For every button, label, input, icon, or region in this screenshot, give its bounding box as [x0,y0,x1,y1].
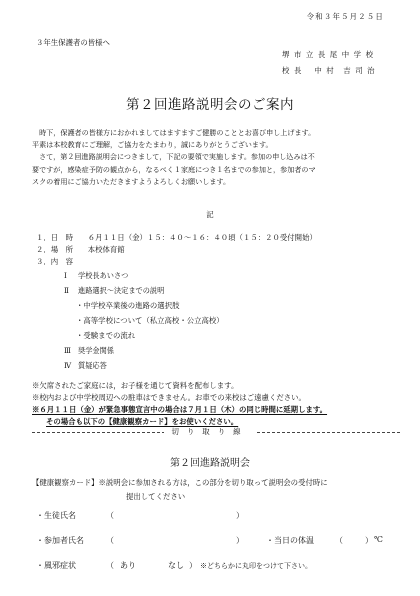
page-title: 第２回進路説明会のご案内 [126,97,294,113]
sub-item: ・高等学校について（私立高校・公立高校） [76,316,224,325]
sub-item: ・中学校卒業後の進路の選択肢 [76,301,180,310]
note-postpone: ※６月１１日（金）が緊急事態宣言中の場合は７月１日（木）の同じ時間に延期します。 [32,405,328,414]
content-item [64,346,114,356]
content-numeral: Ⅰ [64,271,67,280]
detail-content-label: ３．内 容 [36,257,73,266]
temperature-open-paren: （ [335,536,343,545]
cut-line-label [0,427,420,437]
ki-heading: 記 [206,210,214,219]
body-line: スクの着用にご協力いただきますようよろしくお願いします。 [32,176,231,186]
issue-date: 令和３年５月２５日 [306,12,384,21]
note-absence: ※欠席されたご家庭には，お子様を通じて資料を配布します。 [32,381,239,390]
body-line: 時下，保護者の皆様方におかれましてはますますご健勝のこととお喜び申し上げます。 [32,128,316,137]
form-title: 第２回進路説明会 [170,458,250,469]
participant-name-close-paren: ） [236,536,244,545]
detail-date: １．日 時 ６月１１日（金）１５：４０～１６：４０頃（１５：２０受付開始） [36,233,317,242]
note-health-card: その場合も以下の【健康観察カード】をお使いください。 [46,417,239,426]
school-name: 堺 市 立 長 尾 中 学 校 [282,50,375,59]
content-numeral: Ⅲ [64,346,71,355]
content-text: 学校長あいさつ [78,271,129,280]
temperature-label: ・当日の体温 [266,536,314,545]
body-paragraph [32,127,404,188]
content-numeral: Ⅳ [64,361,72,370]
student-name-close-paren: ） [236,511,244,520]
symptom-open-paren: （ [106,561,114,570]
student-name-label: ・生徒氏名 [36,511,76,520]
content-item [64,361,107,371]
body-line: さて，第２回進路説明会につきまして，下記の要領で実施します。参加の申し込みは不 [32,152,315,162]
content-numeral: Ⅱ [64,286,69,295]
cut-line-text: 切り取り線 [164,427,257,436]
sub-item: ・受験までの流れ [76,331,136,340]
content-text: 質疑応答 [78,361,107,370]
body-line: 平素は本校教育にご理解，ご協力をたまわり，誠にありがとうございます。 [32,140,273,150]
form-note: 【健康観察カード】※説明会に参加される方は，この部分を切り取って説明会の受付時に [32,478,328,487]
content-text: 進路選択～決定までの説明 [78,286,165,295]
symptom-yes-option: あり [120,561,136,570]
symptom-close-paren: ） [189,561,197,570]
body-line: 要ですが，感染症予防の観点から，なるべく１家庭につき１名までの参加と，参加者のマ [32,164,316,174]
participant-name-label: ・参加者氏名 [36,536,84,545]
content-item [64,271,128,281]
form-note: 提出してください [126,492,186,501]
symptom-no-option: なし [168,561,184,570]
temperature-close-paren: ） [365,536,373,545]
recipient: ３年生保護者の皆様へ [36,38,110,47]
note-parking: ※校内および中学校周辺への駐車はできません。お車での来校はご遠慮ください。 [32,393,306,402]
principal-name: 校 長 中 村 吉 司 治 [282,66,376,75]
symptom-label: ・風邪症状 [36,561,76,570]
temperature-unit: ℃ [374,535,383,544]
content-item [64,286,164,296]
student-name-open-paren: （ [106,511,114,520]
content-text: 奨学金関係 [78,346,114,355]
participant-name-open-paren: （ [106,536,114,545]
symptom-note: ※どちらかに丸印をつけて下さい。 [200,562,312,570]
detail-place: ２．場 所 本校体育館 [36,245,125,254]
